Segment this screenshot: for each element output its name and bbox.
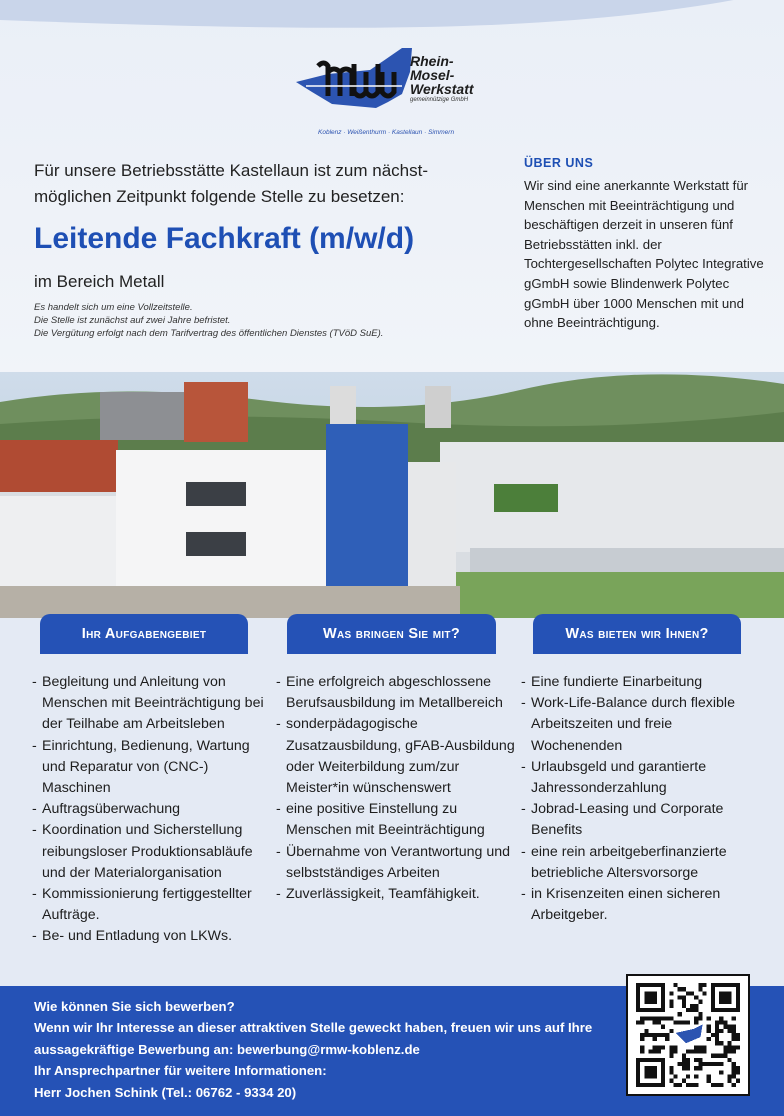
tab-tasks: Ihr Aufgabengebiet [40, 614, 248, 654]
list-item: - Einrichtung, Bedienung, Wartung und Reparatur von (CNC-) Maschinen [32, 737, 250, 797]
list-item: - Kommissionierung fertiggestellter Aufträge. [32, 886, 252, 924]
footer-line: Ihr Ansprechpartner für weitere Informationen: [34, 1063, 327, 1079]
about-title: ÜBER UNS [524, 156, 594, 170]
job-notes [34, 301, 504, 340]
list-item: - Auftragsüberwachung [32, 801, 181, 818]
about-section [524, 156, 764, 333]
list-item: - Work-Life-Balance durch flexible Arbeitszeiten und freie Wochenenden [521, 695, 735, 754]
intro-text [34, 158, 494, 210]
job-note: Es handelt sich um eine Vollzeitstelle. [34, 302, 193, 313]
intro-line-2: möglichen Zeitpunkt folgende Stelle zu besetzen: [34, 187, 405, 206]
logo-line-1: Rhein- [410, 53, 454, 69]
list-item: - Übernahme von Verantwortung und selbstständiges Arbeiten [276, 843, 510, 881]
qr-code-icon [635, 983, 741, 1087]
list-item: - Zuverlässigkeit, Teamfähigkeit. [276, 886, 480, 903]
qr-code[interactable] [626, 974, 750, 1096]
tab-requirements: Was bringen Sie mit? [287, 614, 496, 654]
building-photo [0, 372, 784, 618]
list-item: - Koordination und Sicherstellung reibungsloser Produktionsabläufe und der Materialorganisation [32, 822, 253, 881]
list-item: - Be- und Entladung von LKWs. [32, 928, 233, 945]
logo-line-3: Werkstatt [410, 81, 474, 97]
job-note: Die Vergütung erfolgt nach dem Tarifvertrag des öffentlichen Dienstes (TVöD SuE). [34, 328, 384, 339]
list-item: - Urlaubsgeld und garantierte Jahressonderzahlung [521, 758, 707, 797]
logo-cities: Koblenz · Weißenthurm · Kastellaun · Simmern [318, 129, 455, 136]
logo-line-2: Mosel- [410, 67, 455, 83]
list-item: - Begleitung und Anleitung von Menschen mit Beeinträchtigung bei der Teilhabe am Arbeitsleben [32, 674, 264, 733]
decorative-swoosh [0, 0, 784, 40]
list-item: - Jobrad-Leasing und Corporate Benefits [521, 801, 724, 839]
footer-contact-person: Herr Jochen Schink (Tel.: 06762 - 9334 20) [34, 1084, 297, 1100]
tab-offer: Was bieten wir Ihnen? [533, 614, 741, 654]
building-photo-illustration [0, 372, 784, 618]
list-item: - eine positive Einstellung zu Menschen mit Beeinträchtigung [276, 801, 485, 839]
list-item: - sonderpädagogische Zusatzausbildung, gFAB-Ausbildung oder Weiterbildung zum/zur Meister*in wünschenswert [276, 716, 515, 797]
about-text: Wir sind eine anerkannte Werkstatt für Menschen mit Beeinträchtigung und beschäftigen derzeit in unseren fünf Betriebsstätten inkl. der Tochtergesellschaften Polytec Integrative gGmbH sowie Blindenwerk Polytec gGmbH über 1000 Menschen mit und ohne Beeinträchtigung. [524, 178, 764, 331]
offer-list [521, 672, 761, 926]
footer-text [34, 996, 634, 1103]
job-note: Die Stelle ist zunächst auf zwei Jahre befristet. [34, 315, 231, 326]
job-area: im Bereich Metall [34, 272, 165, 291]
tasks-list [32, 672, 276, 948]
list-item: - Eine erfolgreich abgeschlossene Berufsausbildung im Metallbereich [276, 674, 503, 712]
list-item: - in Krisenzeiten einen sicheren Arbeitgeber. [521, 886, 721, 924]
footer-heading: Wie können Sie sich bewerben? [34, 999, 235, 1014]
list-item: - Eine fundierte Einarbeitung [521, 674, 703, 690]
footer-email-line[interactable]: aussagekräftige Bewerbung an: bewerbung@rmw-koblenz.de [34, 1041, 420, 1057]
requirements-list [276, 672, 516, 905]
logo-tagline: gemeinnützige GmbH [410, 97, 469, 103]
list-item: - eine rein arbeitgeberfinanzierte betriebliche Altersvorsorge [521, 843, 727, 881]
job-title: Leitende Fachkraft (m/w/d) [34, 222, 415, 255]
intro-line-1: Für unsere Betriebsstätte Kastellaun ist zum nächst- [34, 161, 429, 180]
logo-wordmark [410, 54, 474, 96]
footer-line: Wenn wir Ihr Interesse an dieser attraktiven Stelle geweckt haben, freuen wir uns auf Ihre [34, 1020, 593, 1036]
company-logo [292, 42, 492, 142]
